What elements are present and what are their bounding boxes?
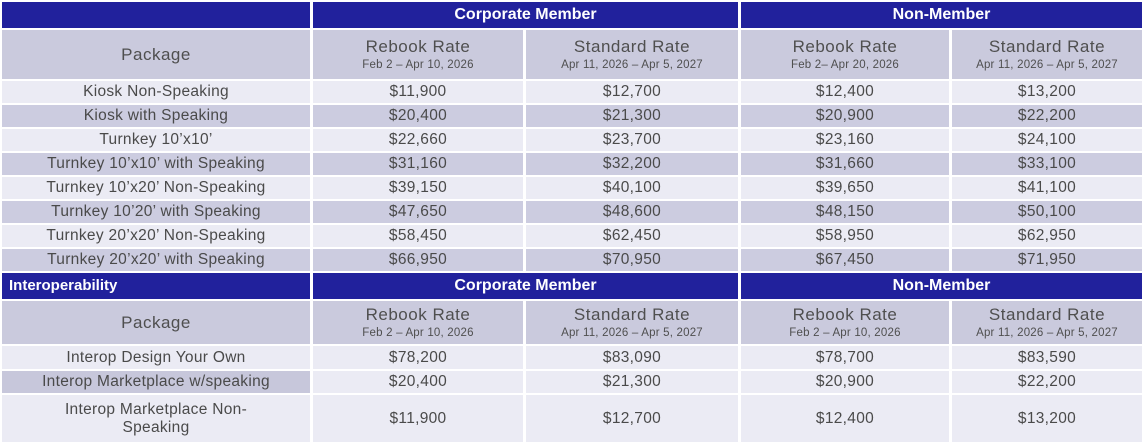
price-cell: $66,950 [313, 249, 523, 271]
price-cell: $78,700 [741, 346, 949, 369]
package-cell-label: Interop Marketplace Non-Speaking [64, 400, 248, 436]
corp-standard-header: Standard Rate Apr 11, 2026 – Apr 5, 2027 [526, 30, 738, 79]
section1-column-header-row [2, 30, 1142, 79]
nonmember-standard-header: Standard Rate Apr 11, 2026 – Apr 5, 2027 [952, 301, 1142, 344]
section1-group-header-row [2, 2, 1142, 28]
package-header [2, 30, 310, 79]
corp-standard-dates: Apr 11, 2026 – Apr 5, 2027 [561, 58, 703, 71]
corp-standard-dates: Apr 11, 2026 – Apr 5, 2027 [561, 326, 703, 339]
price-cell: $50,100 [952, 201, 1142, 223]
price-cell: $13,200 [952, 395, 1142, 442]
table-row [2, 105, 1142, 127]
interoperability-title: Interoperability [2, 273, 310, 299]
price-cell: $21,300 [526, 371, 738, 393]
price-cell: $20,900 [741, 371, 949, 393]
table-row [2, 81, 1142, 103]
corporate-member-header: Corporate Member [313, 273, 738, 299]
price-cell: $23,700 [526, 129, 738, 151]
non-member-header: Non-Member [741, 273, 1142, 299]
price-cell: $71,950 [952, 249, 1142, 271]
price-cell: $12,400 [741, 395, 949, 442]
package-header-label: Package [121, 312, 191, 332]
section2-column-header-row [2, 301, 1142, 344]
price-cell: $48,150 [741, 201, 949, 223]
package-cell: Interop Marketplace w/speaking [2, 371, 310, 393]
price-cell: $12,700 [526, 395, 738, 442]
price-cell: $78,200 [313, 346, 523, 369]
price-cell: $22,660 [313, 129, 523, 151]
price-cell: $40,100 [526, 177, 738, 199]
corp-rebook-header: Rebook Rate Feb 2 – Apr 10, 2026 [313, 301, 523, 344]
price-cell: $24,100 [952, 129, 1142, 151]
price-cell: $23,160 [741, 129, 949, 151]
section1-title-cell [2, 2, 310, 28]
price-cell: $47,650 [313, 201, 523, 223]
table-row [2, 225, 1142, 247]
price-cell: $33,100 [952, 153, 1142, 175]
price-cell: $83,590 [952, 346, 1142, 369]
corp-rebook-header: Rebook Rate Feb 2 – Apr 10, 2026 [313, 30, 523, 79]
table-row [2, 153, 1142, 175]
package-cell: Turnkey 10’20’ with Speaking [2, 201, 310, 223]
package-cell: Turnkey 20’x20’ Non-Speaking [2, 225, 310, 247]
price-cell: $12,700 [526, 81, 738, 103]
price-cell: $20,400 [313, 105, 523, 127]
price-cell: $58,450 [313, 225, 523, 247]
price-cell: $31,160 [313, 153, 523, 175]
price-cell: $32,200 [526, 153, 738, 175]
non-member-header: Non-Member [741, 2, 1142, 28]
package-cell [2, 395, 310, 442]
package-cell: Turnkey 10’x10’ with Speaking [2, 153, 310, 175]
nonmember-rebook-dates: Feb 2 – Apr 10, 2026 [789, 326, 901, 339]
price-cell: $70,950 [526, 249, 738, 271]
price-cell: $41,100 [952, 177, 1142, 199]
price-cell: $21,300 [526, 105, 738, 127]
table-row [2, 201, 1142, 223]
nonmember-standard-dates: Apr 11, 2026 – Apr 5, 2027 [976, 58, 1118, 71]
price-cell: $62,450 [526, 225, 738, 247]
nonmember-standard-dates: Apr 11, 2026 – Apr 5, 2027 [976, 326, 1118, 339]
table-row [2, 346, 1142, 369]
price-cell: $22,200 [952, 371, 1142, 393]
price-cell: $67,450 [741, 249, 949, 271]
corp-standard-header: Standard Rate Apr 11, 2026 – Apr 5, 2027 [526, 301, 738, 344]
price-cell: $11,900 [313, 395, 523, 442]
nonmember-rebook-dates: Feb 2– Apr 20, 2026 [790, 58, 900, 71]
table-row [2, 129, 1142, 151]
price-cell: $62,950 [952, 225, 1142, 247]
section2-group-header-row [2, 273, 1142, 299]
nonmember-standard-header: Standard Rate Apr 11, 2026 – Apr 5, 2027 [952, 30, 1142, 79]
price-cell: $20,900 [741, 105, 949, 127]
corp-rebook-dates: Feb 2 – Apr 10, 2026 [362, 58, 474, 71]
package-cell: Turnkey 20’x20’ with Speaking [2, 249, 310, 271]
package-header-label: Package [121, 44, 191, 64]
price-cell: $12,400 [741, 81, 949, 103]
package-cell: Kiosk Non-Speaking [2, 81, 310, 103]
nonmember-rebook-header: Rebook Rate Feb 2– Apr 20, 2026 [741, 30, 949, 79]
package-cell: Turnkey 10’x10’ [2, 129, 310, 151]
price-cell: $39,650 [741, 177, 949, 199]
package-cell: Interop Design Your Own [2, 346, 310, 369]
table-row [2, 371, 1142, 393]
corporate-member-header: Corporate Member [313, 2, 738, 28]
package-cell: Turnkey 10’x20’ Non-Speaking [2, 177, 310, 199]
table-row [2, 249, 1142, 271]
table-row [2, 395, 1142, 442]
price-cell: $20,400 [313, 371, 523, 393]
price-cell: $48,600 [526, 201, 738, 223]
price-cell: $31,660 [741, 153, 949, 175]
package-cell: Kiosk with Speaking [2, 105, 310, 127]
price-cell: $22,200 [952, 105, 1142, 127]
price-cell: $13,200 [952, 81, 1142, 103]
package-header [2, 301, 310, 344]
price-cell: $11,900 [313, 81, 523, 103]
corp-rebook-dates: Feb 2 – Apr 10, 2026 [362, 326, 474, 339]
price-cell: $83,090 [526, 346, 738, 369]
nonmember-rebook-header: Rebook Rate Feb 2 – Apr 10, 2026 [741, 301, 949, 344]
price-cell: $39,150 [313, 177, 523, 199]
table-row [2, 177, 1142, 199]
price-cell: $58,950 [741, 225, 949, 247]
